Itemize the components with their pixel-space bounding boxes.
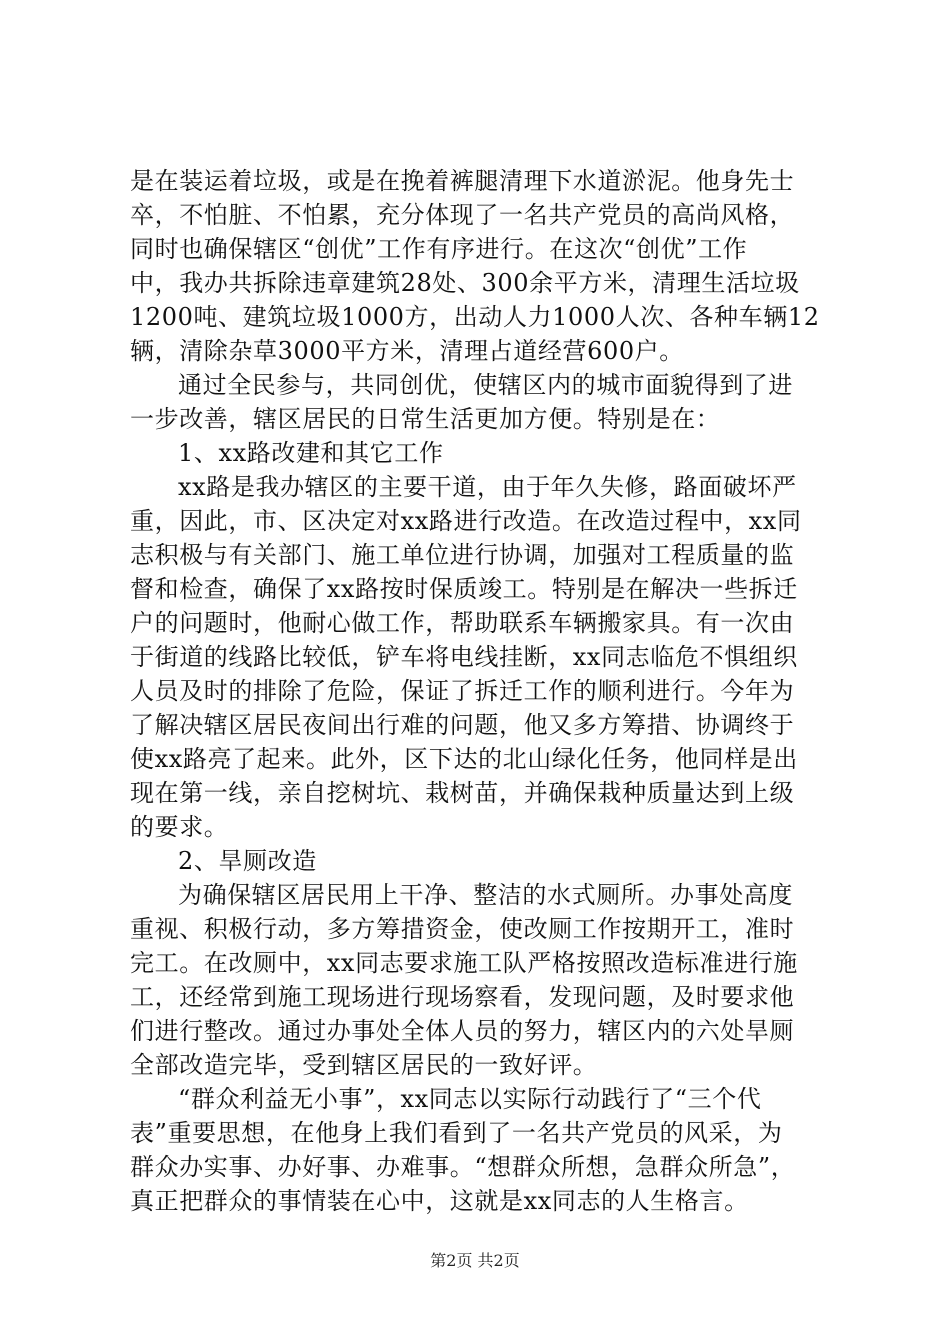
text-line: 全部改造完毕，受到辖区居民的一致好评。 bbox=[130, 1051, 598, 1079]
text-line: 2、旱厕改造 bbox=[178, 847, 317, 875]
text-line: 督和检查，确保了xx路按时保质竣工。特别是在解决一些拆迁 bbox=[130, 575, 798, 603]
text-line: 工，还经常到施工现场进行现场察看，发现问题，及时要求他 bbox=[130, 983, 795, 1011]
text-line: 重，因此，市、区决定对xx路进行改造。在改造过程中，xx同 bbox=[130, 507, 802, 535]
text-line: 通过全民参与，共同创优，使辖区内的城市面貌得到了进 bbox=[178, 371, 793, 399]
text-line: 重视、积极行动，多方筹措资金，使改厕工作按期开工，准时 bbox=[130, 915, 795, 943]
text-line: 辆，清除杂草3000平方米，清理占道经营600户。 bbox=[130, 337, 684, 365]
text-line: 的要求。 bbox=[130, 813, 229, 841]
body-text bbox=[130, 164, 830, 1218]
text-line: 中，我办共拆除违章建筑28处、300余平方米，清理生活垃圾 bbox=[130, 269, 800, 297]
text-line: 是在装运着垃圾，或是在挽着裤腿清理下水道淤泥。他身先士 bbox=[130, 167, 795, 195]
text-line: 人员及时的排除了危险，保证了拆迁工作的顺利进行。今年为 bbox=[130, 677, 795, 705]
page-footer: 第2页 共2页 bbox=[430, 1251, 520, 1270]
text-line: 了解决辖区居民夜间出行难的问题，他又多方筹措、协调终于 bbox=[130, 711, 795, 739]
text-line: 现在第一线，亲自挖树坑、栽树苗，并确保栽种质量达到上级 bbox=[130, 779, 795, 807]
text-line: 真正把群众的事情装在心中，这就是xx同志的人生格言。 bbox=[130, 1187, 749, 1215]
text-line: 为确保辖区居民用上干净、整洁的水式厕所。办事处高度 bbox=[178, 881, 793, 909]
text-line: 志积极与有关部门、施工单位进行协调，加强对工程质量的监 bbox=[130, 541, 795, 569]
text-line: 1200吨、建筑垃圾1000方，出动人力1000人次、各种车辆12 bbox=[130, 303, 820, 331]
text-line: 使xx路亮了起来。此外，区下达的北山绿化任务，他同样是出 bbox=[130, 745, 798, 773]
text-line: 们进行整改。通过办事处全体人员的努力，辖区内的六处旱厕 bbox=[130, 1017, 795, 1045]
text-line: 一步改善，辖区居民的日常生活更加方便。特别是在： bbox=[130, 405, 721, 433]
text-line: 群众办实事、办好事、办难事。“想群众所想，急群众所急”， bbox=[130, 1153, 796, 1181]
text-line: 卒，不怕脏、不怕累，充分体现了一名共产党员的高尚风格， bbox=[130, 201, 795, 229]
text-line: 完工。在改厕中，xx同志要求施工队严格按照改造标准进行施 bbox=[130, 949, 798, 977]
text-line: 户的问题时，他耐心做工作，帮助联系车辆搬家具。有一次由 bbox=[130, 609, 795, 637]
text-line: 于街道的线路比较低，铲车将电线挂断，xx同志临危不惧组织 bbox=[130, 643, 798, 671]
text-line: “群众利益无小事”，xx同志以实际行动践行了“三个代 bbox=[178, 1085, 762, 1113]
text-line: 1、xx路改建和其它工作 bbox=[178, 439, 444, 467]
text-line: 表”重要思想，在他身上我们看到了一名共产党员的风采，为 bbox=[130, 1119, 783, 1147]
text-line: 同时也确保辖区“创优”工作有序进行。在这次“创优”工作 bbox=[130, 235, 748, 263]
text-line: xx路是我办辖区的主要干道，由于年久失修，路面破坏严 bbox=[178, 473, 797, 501]
